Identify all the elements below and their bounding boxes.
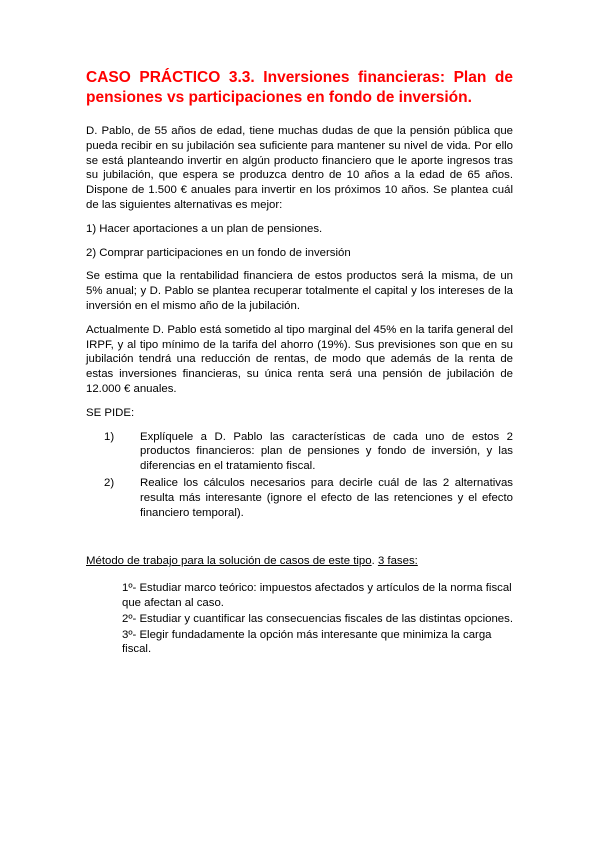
profitability-paragraph: Se estima que la rentabilidad financiera de estos productos será la misma, de un 5% anual; y D. Pablo se plantea recuperar totalmente el capital y los intereses de la inversión en el mismo año de la jubilación. bbox=[86, 270, 513, 312]
task-item bbox=[104, 430, 513, 474]
phase-item: 1º- Estudiar marco teórico: impuestos afectados y artículos de la norma fiscal que afectan al caso. bbox=[122, 582, 512, 609]
alternative-2: 2) Comprar participaciones en un fondo de inversión bbox=[86, 246, 351, 259]
phase-item: 3º- Elegir fundadamente la opción más interesante que minimiza la carga fiscal. bbox=[122, 628, 492, 656]
se-pide-heading: SE PIDE: bbox=[86, 406, 135, 419]
task-list bbox=[86, 430, 513, 521]
task-number: 2) bbox=[104, 476, 115, 489]
task-item bbox=[104, 476, 513, 520]
intro-paragraph: D. Pablo, de 55 años de edad, tiene muchas dudas de que la pensión pública que pueda recibir en su jubilación sea suficiente para mantener su nivel de vida. Por ello se está planteando invertir en algún producto financiero que le aporte ingresos tras su jubilación, que espera se produzca dentro de 10 años a la edad de 65 años. Dispone de 1.500 € anuales para invertir en los próximos 10 años. Se plantea cuál de las siguientes alternativas es mejor: bbox=[86, 125, 513, 211]
alternative-1: 1) Hacer aportaciones a un plan de pensiones. bbox=[86, 222, 323, 235]
method-phases-count: 3 fases: bbox=[377, 555, 418, 568]
task-text: Explíquele a D. Pablo las características de cada uno de estos 2 productos financieros: plan de pensiones y fondo de inversión, y las diferencias en el tratamiento fiscal. bbox=[140, 430, 513, 473]
task-number: 1) bbox=[104, 430, 115, 443]
method-heading-text: Método de trabajo para la solución de casos de este tipo bbox=[86, 555, 372, 568]
case-title: CASO PRÁCTICO 3.3. Inversiones financieras: Plan de pensiones vs participaciones en fondo de inversión. bbox=[86, 69, 513, 106]
method-heading bbox=[86, 554, 513, 569]
tax-situation-paragraph: Actualmente D. Pablo está sometido al tipo marginal del 45% en la tarifa general del IRPF, y al tipo mínimo de la tarifa del ahorro (19%). Sus previsiones son que en su jubilación tendrá una reducción de rentas, de modo que además de la renta de estas inversiones financieras, su única renta será una pensión de jubilación de 12.000 € anuales. bbox=[86, 323, 513, 395]
phases-list bbox=[122, 581, 513, 657]
phase-item: 2º- Estudiar y cuantificar las consecuencias fiscales de las distintas opciones. bbox=[122, 612, 514, 625]
task-text: Realice los cálculos necesarios para decirle cuál de las 2 alternativas resulta más interesante (ignore el efecto de las retenciones y el efecto financiero temporal). bbox=[140, 476, 513, 519]
method-separator: . bbox=[371, 555, 378, 568]
